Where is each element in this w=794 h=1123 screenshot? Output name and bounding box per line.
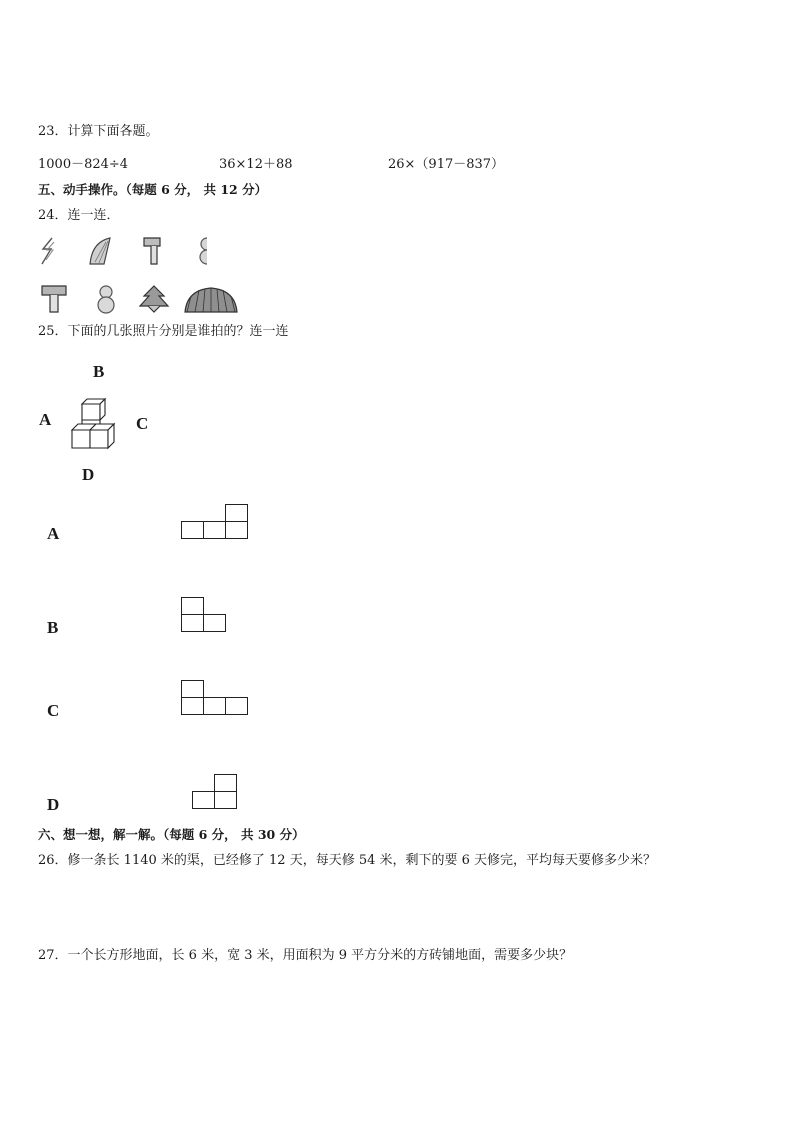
q23-expr-1: 1000－824÷4: [38, 157, 129, 172]
cube-label-b: B: [93, 362, 105, 381]
section6-heading: 六、想一想，解一解。（每题 6 分， 共 30 分）: [38, 827, 305, 842]
zigzag-tree-icon: [138, 284, 170, 314]
umbrella-icon: [183, 286, 239, 314]
q23-expr-3: 26×（917－837）: [388, 157, 505, 172]
q25-title: 25．下面的几张照片分别是谁拍的？连一连: [38, 324, 289, 339]
q26-text: 26．修一条长 1140 米的渠，已经修了 12 天，每天修 54 米，剩下的要 6 天修完，平均每天要修多少米？: [38, 853, 657, 868]
view-label-b: B: [47, 618, 59, 637]
quarter-fan-icon: [86, 236, 114, 266]
view-label-c: C: [47, 701, 60, 720]
cube-stack-figure: [68, 396, 122, 450]
q23-title: 23．计算下面各题。: [38, 124, 159, 139]
half-snowman-icon: [195, 236, 211, 266]
q27-text: 27．一个长方形地面，长 6 米，宽 3 米，用面积为 9 平方分米的方砖铺地面，需要多少块？: [38, 948, 573, 963]
mushroom-icon: [40, 284, 68, 314]
cube-label-c: C: [136, 414, 149, 433]
cube-label-d: D: [82, 465, 95, 484]
view-b-squares: [181, 596, 228, 633]
snowman-icon: [95, 284, 117, 314]
view-c-squares: [181, 679, 251, 716]
q23-expr-2: 36×12＋88: [219, 157, 293, 172]
q24-title: 24．连一连．: [38, 208, 120, 223]
cube-label-a: A: [39, 410, 52, 429]
half-mushroom-icon: [142, 236, 164, 266]
view-label-d: D: [47, 795, 60, 814]
view-a-squares: [181, 503, 250, 540]
lightning-half-icon: [38, 236, 60, 266]
view-d-squares: [192, 772, 239, 810]
section5-heading: 五、动手操作。（每题 6 分， 共 12 分）: [38, 182, 268, 197]
view-label-a: A: [47, 524, 60, 543]
